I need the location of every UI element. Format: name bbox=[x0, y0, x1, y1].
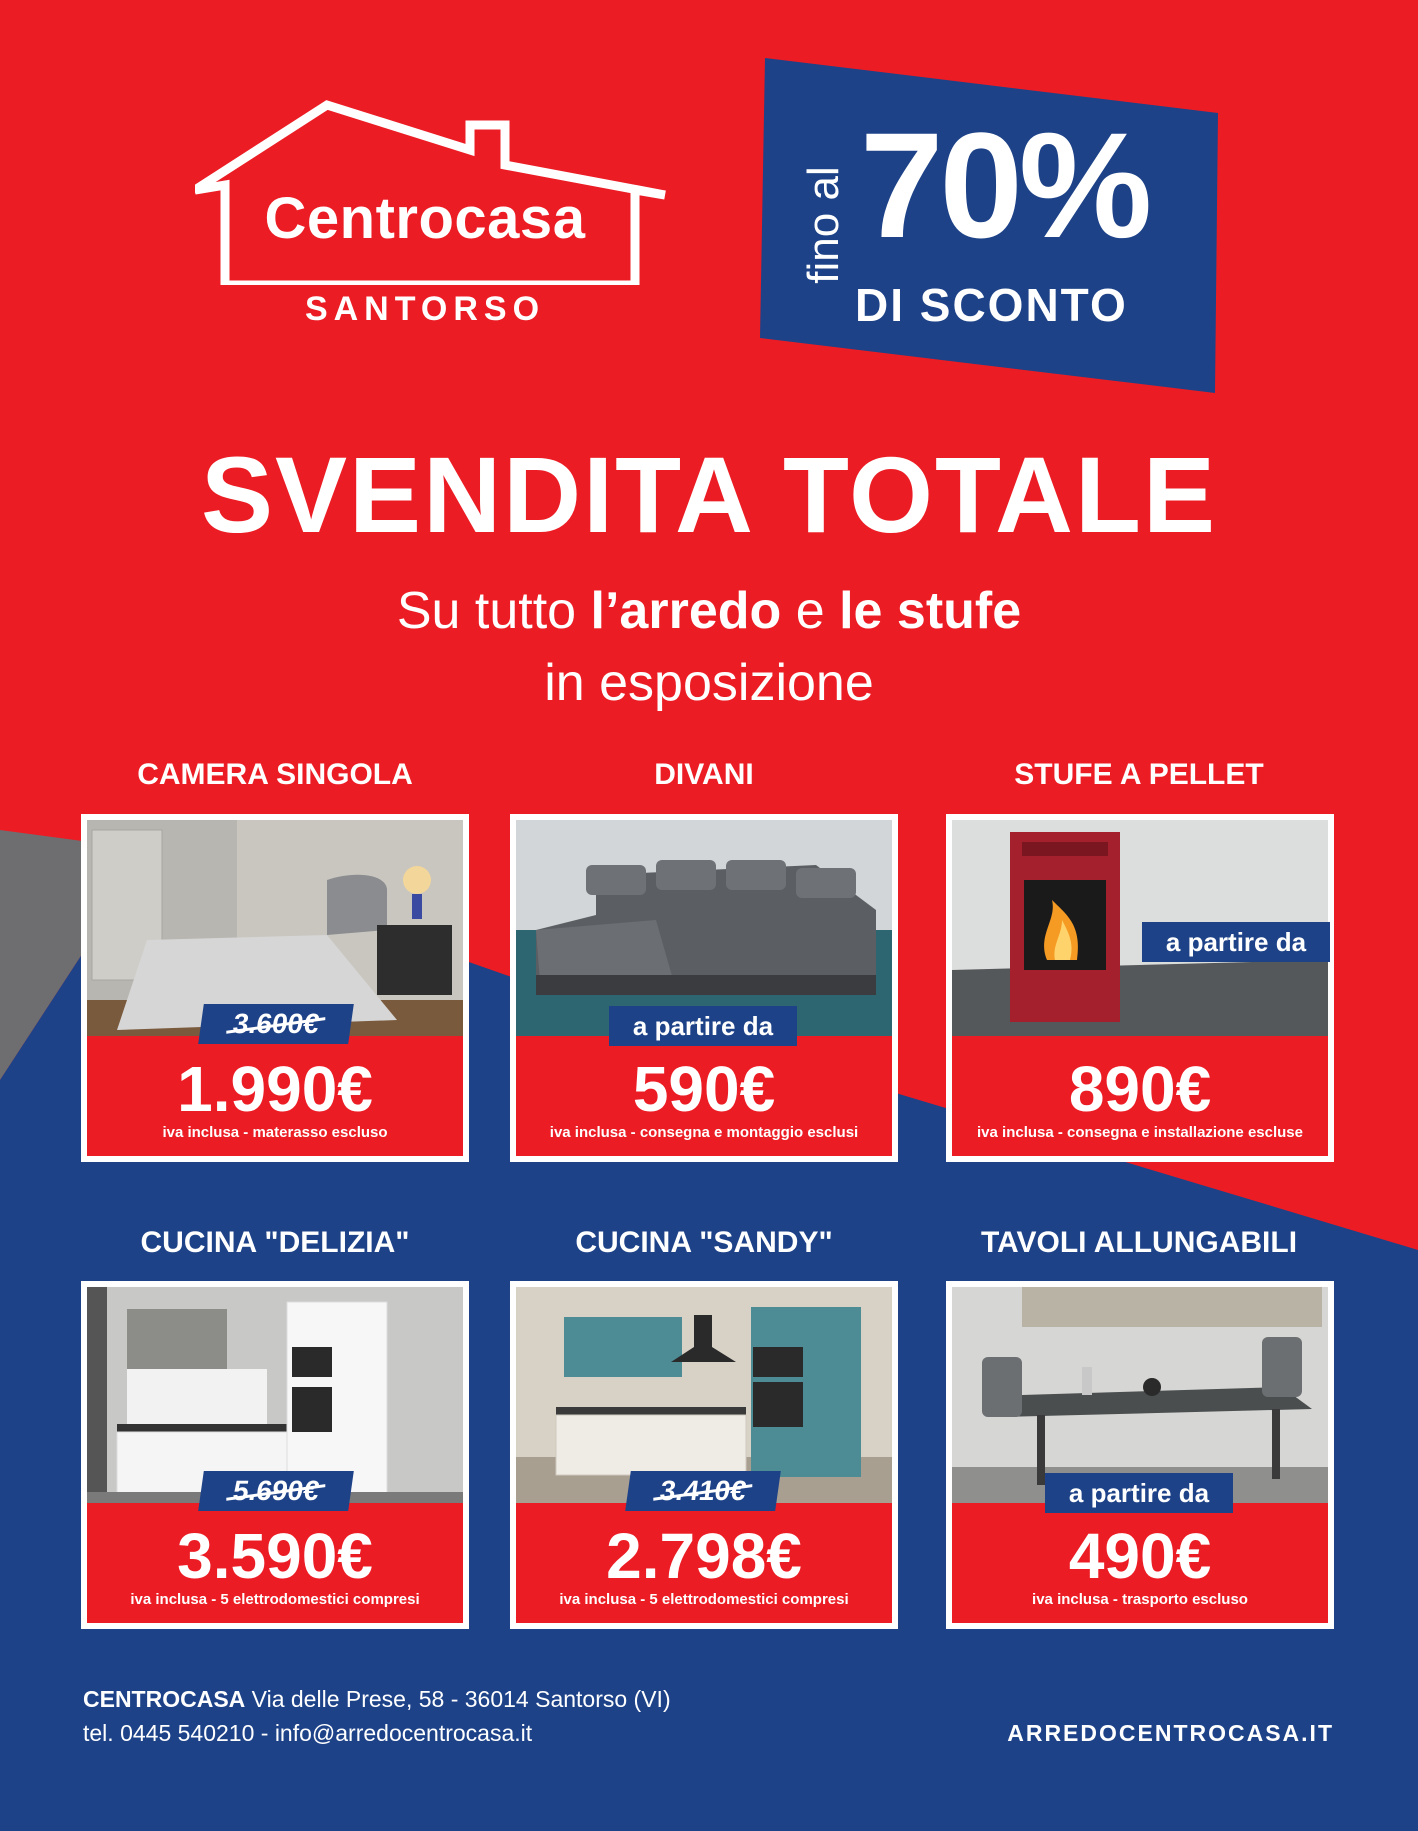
from-price-tag: a partire da bbox=[1142, 922, 1330, 962]
product-price: 2.798€ bbox=[606, 1520, 802, 1592]
product-price: 490€ bbox=[1068, 1520, 1212, 1592]
price-area bbox=[87, 1503, 463, 1623]
badge-prefix: fino al bbox=[799, 166, 848, 284]
product-price: 1.990€ bbox=[177, 1053, 373, 1125]
product-note: iva inclusa - 5 elettrodomestici compresi bbox=[130, 1591, 420, 1608]
from-price-tag: a partire da bbox=[1045, 1473, 1233, 1513]
product-title-divani: DIVANI bbox=[654, 758, 754, 791]
subheadline-bold2: le stufe bbox=[839, 582, 1022, 640]
subheadline bbox=[0, 575, 1418, 719]
subheadline-line2: in esposizione bbox=[544, 654, 874, 712]
product-card-stufe[interactable] bbox=[946, 814, 1334, 1162]
price-area bbox=[952, 1036, 1328, 1156]
product-note: iva inclusa - trasporto escluso bbox=[1032, 1591, 1248, 1608]
badge-label: DI SCONTO bbox=[855, 279, 1128, 331]
product-title-camera: CAMERA SINGOLA bbox=[137, 758, 413, 791]
old-price: 3.600€ bbox=[230, 1004, 321, 1044]
footer-address-text: Via delle Prese, 58 - 36014 Santorso (VI) bbox=[245, 1686, 671, 1712]
badge-percent: 70% bbox=[860, 101, 1149, 269]
product-price: 3.590€ bbox=[177, 1520, 373, 1592]
product-card-delizia[interactable] bbox=[81, 1281, 469, 1629]
price-area bbox=[952, 1503, 1328, 1623]
old-price-badge bbox=[198, 1004, 354, 1044]
product-price: 890€ bbox=[1068, 1053, 1212, 1125]
product-note: iva inclusa - consegna e montaggio esclusi bbox=[549, 1124, 859, 1141]
dining-table-photo bbox=[952, 1287, 1328, 1503]
product-title-sandy: CUCINA "SANDY" bbox=[575, 1226, 833, 1259]
product-note: iva inclusa - consegna e installazione escluse bbox=[977, 1124, 1303, 1141]
footer-contact[interactable]: tel. 0445 540210 - info@arredocentrocasa.it bbox=[83, 1720, 533, 1746]
old-price-badge bbox=[198, 1471, 354, 1511]
product-card-divani[interactable] bbox=[510, 814, 898, 1162]
product-price: 590€ bbox=[632, 1053, 776, 1125]
subheadline-part1: Su tutto bbox=[396, 582, 591, 640]
logo-location: SANTORSO bbox=[304, 290, 546, 328]
footer-address bbox=[83, 1686, 671, 1713]
footer-company: CENTROCASA bbox=[83, 1686, 246, 1712]
product-note: iva inclusa - 5 elettrodomestici compresi bbox=[559, 1591, 849, 1608]
product-title-stufe: STUFE A PELLET bbox=[1014, 758, 1264, 791]
product-note: iva inclusa - materasso escluso bbox=[162, 1124, 388, 1141]
sofa-photo bbox=[516, 820, 892, 1036]
product-card-sandy[interactable] bbox=[510, 1281, 898, 1629]
logo-name: Centrocasa bbox=[264, 186, 586, 251]
product-title-tavoli: TAVOLI ALLUNGABILI bbox=[980, 1226, 1298, 1259]
product-card-tavoli[interactable] bbox=[946, 1281, 1334, 1629]
old-price-badge bbox=[625, 1471, 781, 1511]
page-title: SVENDITA TOTALE bbox=[200, 434, 1218, 555]
website-link[interactable]: ARREDOCENTROCASA.IT bbox=[1007, 1720, 1334, 1746]
product-title-delizia: CUCINA "DELIZIA" bbox=[140, 1226, 410, 1259]
price-area bbox=[87, 1036, 463, 1156]
subheadline-part2: e bbox=[781, 582, 840, 640]
subheadline-bold1: l’arredo bbox=[590, 582, 782, 640]
price-area bbox=[516, 1503, 892, 1623]
from-price-tag: a partire da bbox=[609, 1006, 797, 1046]
old-price: 5.690€ bbox=[230, 1471, 321, 1511]
old-price: 3.410€ bbox=[657, 1471, 748, 1511]
price-area bbox=[516, 1036, 892, 1156]
product-card-camera[interactable] bbox=[81, 814, 469, 1162]
